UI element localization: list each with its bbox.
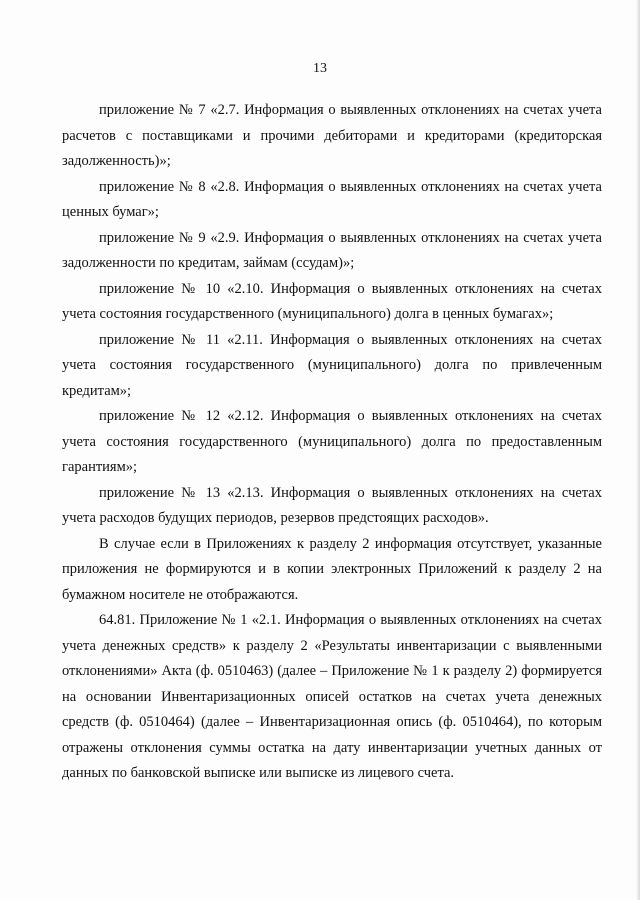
paragraph-appendix-7: приложение № 7 «2.7. Информация о выявленных отклонениях на счетах учета расчетов с поставщиками и прочими дебиторами и кредиторами (кредиторская задолженность)»;: [62, 102, 602, 169]
paragraph-appendix-8: приложение № 8 «2.8. Информация о выявленных отклонениях на счетах учета ценных бумаг»;: [62, 178, 602, 220]
paragraph-no-information: В случае если в Приложениях к разделу 2 информация отсутствует, указанные приложения не формируются и в копии электронных Приложений к разделу 2 на бумажном носителе не отображаются.: [62, 535, 602, 603]
paragraph-appendix-9: приложение № 9 «2.9. Информация о выявленных отклонениях на счетах учета задолженности по кредитам, займам (ссудам)»;: [62, 229, 602, 271]
paragraph-appendix-10: приложение № 10 «2.10. Информация о выявленных отклонениях на счетах учета состояния государственного (муниципального) долга в ценных бумагах»;: [62, 280, 602, 322]
paragraph-appendix-11: приложение № 11 «2.11. Информация о выявленных отклонениях на счетах учета состояния государственного (муниципального) долга по привлеченным кредитам»;: [62, 331, 602, 399]
page-body: [62, 98, 602, 787]
page-number: 13: [313, 61, 327, 76]
paragraph-appendix-13: приложение № 13 «2.13. Информация о выявленных отклонениях на счетах учета расходов будущих периодов, резервов предстоящих расходов».: [62, 484, 602, 526]
scan-edge-shadow: [636, 0, 640, 900]
paragraph-appendix-12: приложение № 12 «2.12. Информация о выявленных отклонениях на счетах учета состояния государственного (муниципального) долга по предоставленным гарантиям»;: [62, 408, 602, 475]
paragraph-section-64-81: 64.81. Приложение № 1 «2.1. Информация о выявленных отклонениях на счетах учета денежных средств» к разделу 2 «Результаты инвентаризации с выявленными отклонениями» Акта (ф. 0510463) (далее – Приложение № 1 к разделу 2) формируется на основании Инвентаризационных описей остатков на счетах учета денежных средств (ф. 0510464) (далее – Инвентаризационная опись (ф. 0510464), по которым отражены отклонения суммы остатка на дату инвентаризации учетных данных от данных по банковской выписке или выписке из лицевого счета.: [62, 612, 602, 781]
